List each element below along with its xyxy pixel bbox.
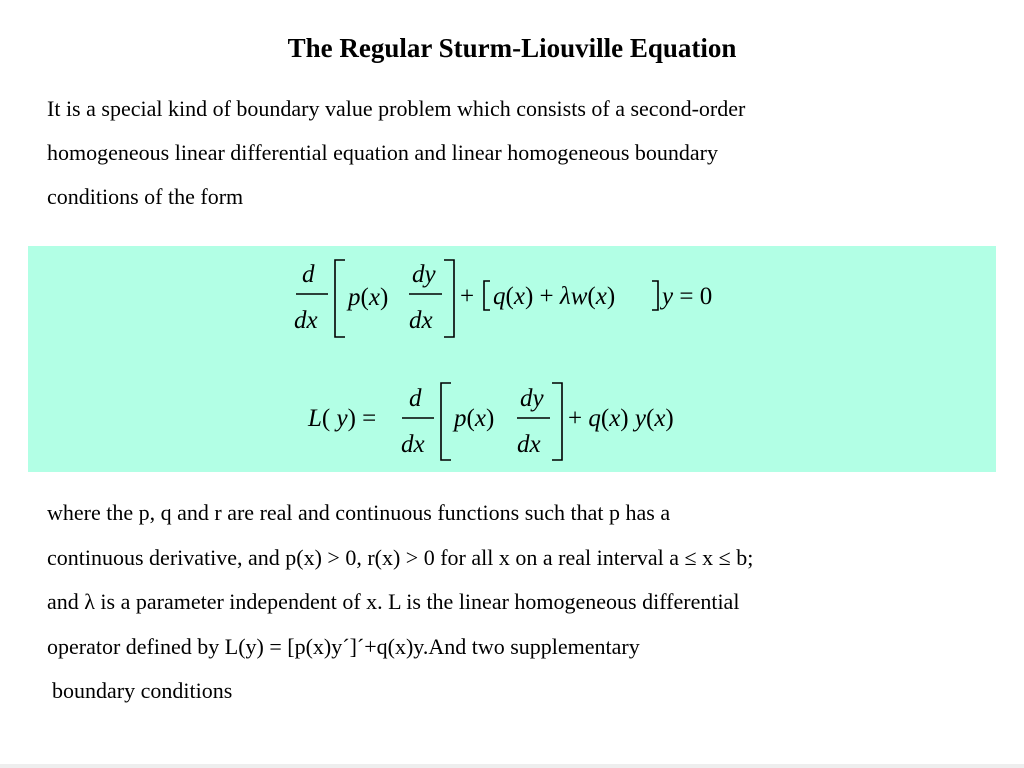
svg-text:dy: dy [412, 261, 436, 288]
svg-text:d: d [409, 385, 422, 412]
bottom-divider [0, 764, 1024, 768]
svg-text:dx: dx [517, 431, 541, 458]
svg-text:L( y) =: L( y) = [308, 405, 377, 432]
body-line: and λ is a parameter independent of x. L is the linear homogeneous differential [47, 589, 740, 614]
sturm-liouville-equation [294, 260, 712, 337]
body-line: boundary conditions [52, 678, 233, 703]
intro-line: homogeneous linear differential equation and linear homogeneous boundary [47, 140, 718, 165]
svg-text:dx: dx [294, 307, 318, 334]
svg-text:dx: dx [401, 431, 425, 458]
svg-text:+ q(x) y(x): + q(x) y(x) [568, 405, 674, 432]
equation-panel [28, 246, 996, 472]
body-paragraph [47, 491, 1007, 714]
svg-text:p(x): p(x) [348, 284, 389, 311]
intro-line: It is a special kind of boundary value problem which consists of a second-order [47, 96, 746, 121]
body-line: operator defined by L(y) = [p(x)y´]´+q(x)y.And two supplementary [47, 633, 640, 659]
body-line: continuous derivative, and p(x) > 0, r(x) > 0 for all x on a real interval a ≤ x ≤ b; [47, 544, 754, 570]
svg-text:p(x): p(x) [454, 405, 495, 432]
body-line: where the p, q and r are real and continuous functions such that p has a [47, 500, 671, 525]
intro-paragraph [47, 87, 997, 219]
svg-text:d: d [302, 261, 315, 288]
svg-text:dx: dx [409, 307, 433, 334]
slide-title: The Regular Sturm-Liouville Equation [287, 33, 737, 63]
intro-line: conditions of the form [47, 184, 244, 209]
svg-text:y = 0: y = 0 [662, 283, 713, 310]
svg-text:+: + [460, 283, 475, 310]
svg-text:dy: dy [520, 385, 544, 412]
svg-text:q(x) + λw(x): q(x) + λw(x) [493, 283, 616, 310]
linear-operator-equation [307, 383, 674, 460]
equations-graphic [28, 246, 996, 472]
